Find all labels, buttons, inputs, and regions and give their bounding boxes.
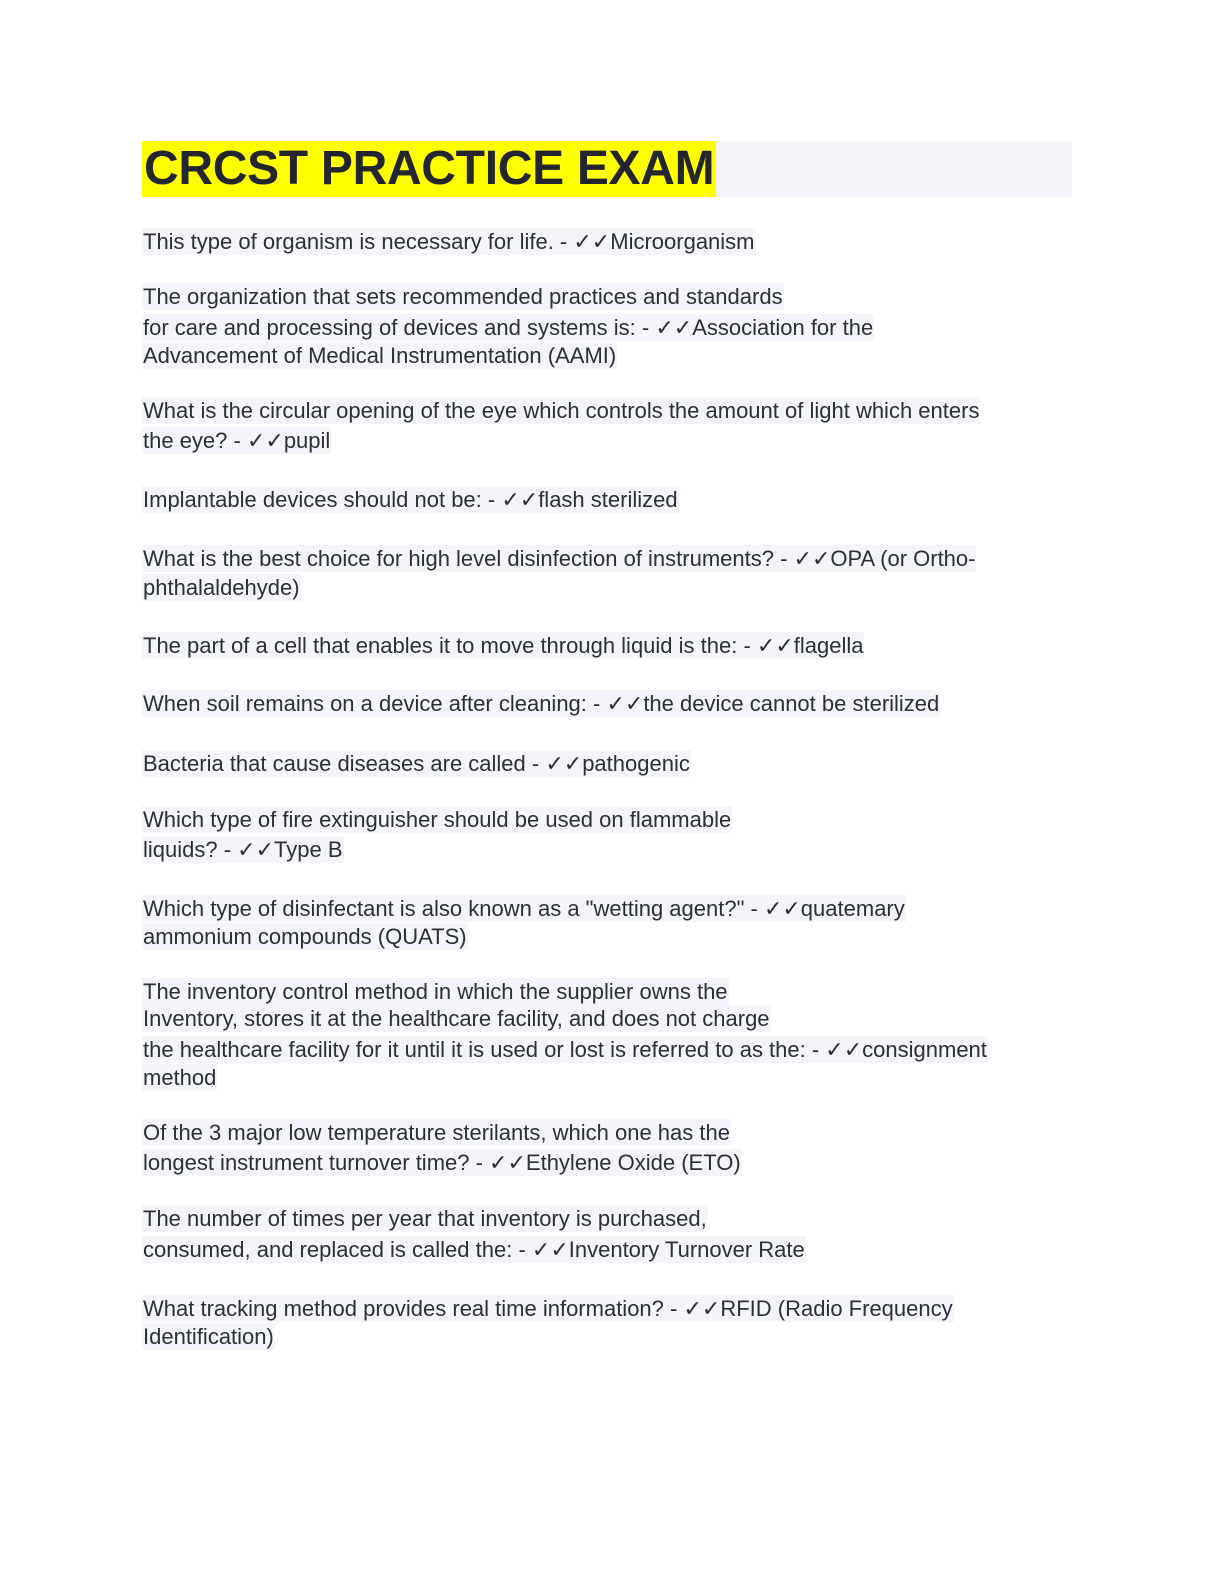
qa-line xyxy=(142,632,864,662)
qa-text: liquids? - ✓✓Type B xyxy=(143,837,343,862)
qa-text: The organization that sets recommended practices and standards xyxy=(143,284,783,309)
qa-text: When soil remains on a device after cleaning: - ✓✓the device cannot be sterilized xyxy=(143,691,940,716)
qa-text: Which type of fire extinguisher should be used on flammable xyxy=(143,807,732,832)
qa-text: ammonium compounds (QUATS) xyxy=(143,924,467,949)
qa-line xyxy=(142,314,874,344)
qa-text: the eye? - ✓✓pupil xyxy=(143,428,331,453)
qa-line xyxy=(142,1205,708,1235)
qa-line xyxy=(142,1005,771,1035)
qa-line xyxy=(142,1036,988,1066)
qa-line xyxy=(142,806,732,836)
qa-line xyxy=(142,1295,954,1325)
qa-text: What tracking method provides real time information? - ✓✓RFID (Radio Frequency xyxy=(143,1296,953,1321)
qa-text: longest instrument turnover time? - ✓✓Ethylene Oxide (ETO) xyxy=(143,1150,741,1175)
qa-line xyxy=(142,427,331,457)
qa-text: The part of a cell that enables it to move through liquid is the: - ✓✓flagella xyxy=(143,633,864,658)
qa-text: Which type of disinfectant is also known as a "wetting agent?" - ✓✓quatemary xyxy=(143,896,905,921)
qa-line xyxy=(142,342,617,372)
qa-line xyxy=(142,283,784,313)
qa-text: Identification) xyxy=(143,1324,274,1349)
qa-text: This type of organism is necessary for life. - ✓✓Microorganism xyxy=(143,229,755,254)
qa-text: consumed, and replaced is called the: - ✓✓Inventory Turnover Rate xyxy=(143,1237,805,1262)
qa-text: method xyxy=(143,1065,217,1090)
qa-line xyxy=(142,545,976,575)
page-title: CRCST PRACTICE EXAM xyxy=(144,142,715,195)
qa-line xyxy=(142,1323,275,1353)
qa-text: The number of times per year that inventory is purchased, xyxy=(143,1206,707,1231)
qa-text: Advancement of Medical Instrumentation (AAMI) xyxy=(143,343,617,368)
qa-text: What is the best choice for high level disinfection of instruments? - ✓✓OPA (or Ortho- xyxy=(143,546,976,571)
qa-text: Bacteria that cause diseases are called - ✓✓pathogenic xyxy=(143,751,690,776)
qa-line xyxy=(142,923,468,953)
qa-line xyxy=(142,486,679,516)
qa-text: phthalaldehyde) xyxy=(143,575,300,600)
qa-text: for care and processing of devices and systems is: - ✓✓Association for the xyxy=(143,315,874,340)
qa-line xyxy=(142,750,691,780)
qa-text: the healthcare facility for it until it is used or lost is referred to as the: - ✓✓consignment xyxy=(143,1037,987,1062)
qa-text: Of the 3 major low temperature sterilants, which one has the xyxy=(143,1120,730,1145)
qa-line xyxy=(142,1149,742,1179)
qa-text: The inventory control method in which the supplier owns the xyxy=(143,979,728,1004)
qa-line xyxy=(142,978,729,1008)
qa-line xyxy=(142,690,940,720)
qa-text: What is the circular opening of the eye which controls the amount of light which enters xyxy=(143,398,980,423)
qa-line xyxy=(142,574,301,604)
qa-text: Inventory, stores it at the healthcare facility, and does not charge xyxy=(143,1006,770,1031)
qa-line xyxy=(142,836,344,866)
qa-line xyxy=(142,397,980,427)
qa-line xyxy=(142,1119,731,1149)
qa-line xyxy=(142,895,906,925)
qa-text: Implantable devices should not be: - ✓✓flash sterilized xyxy=(143,487,678,512)
qa-line xyxy=(142,228,756,258)
qa-line xyxy=(142,1064,217,1094)
qa-line xyxy=(142,1236,806,1266)
